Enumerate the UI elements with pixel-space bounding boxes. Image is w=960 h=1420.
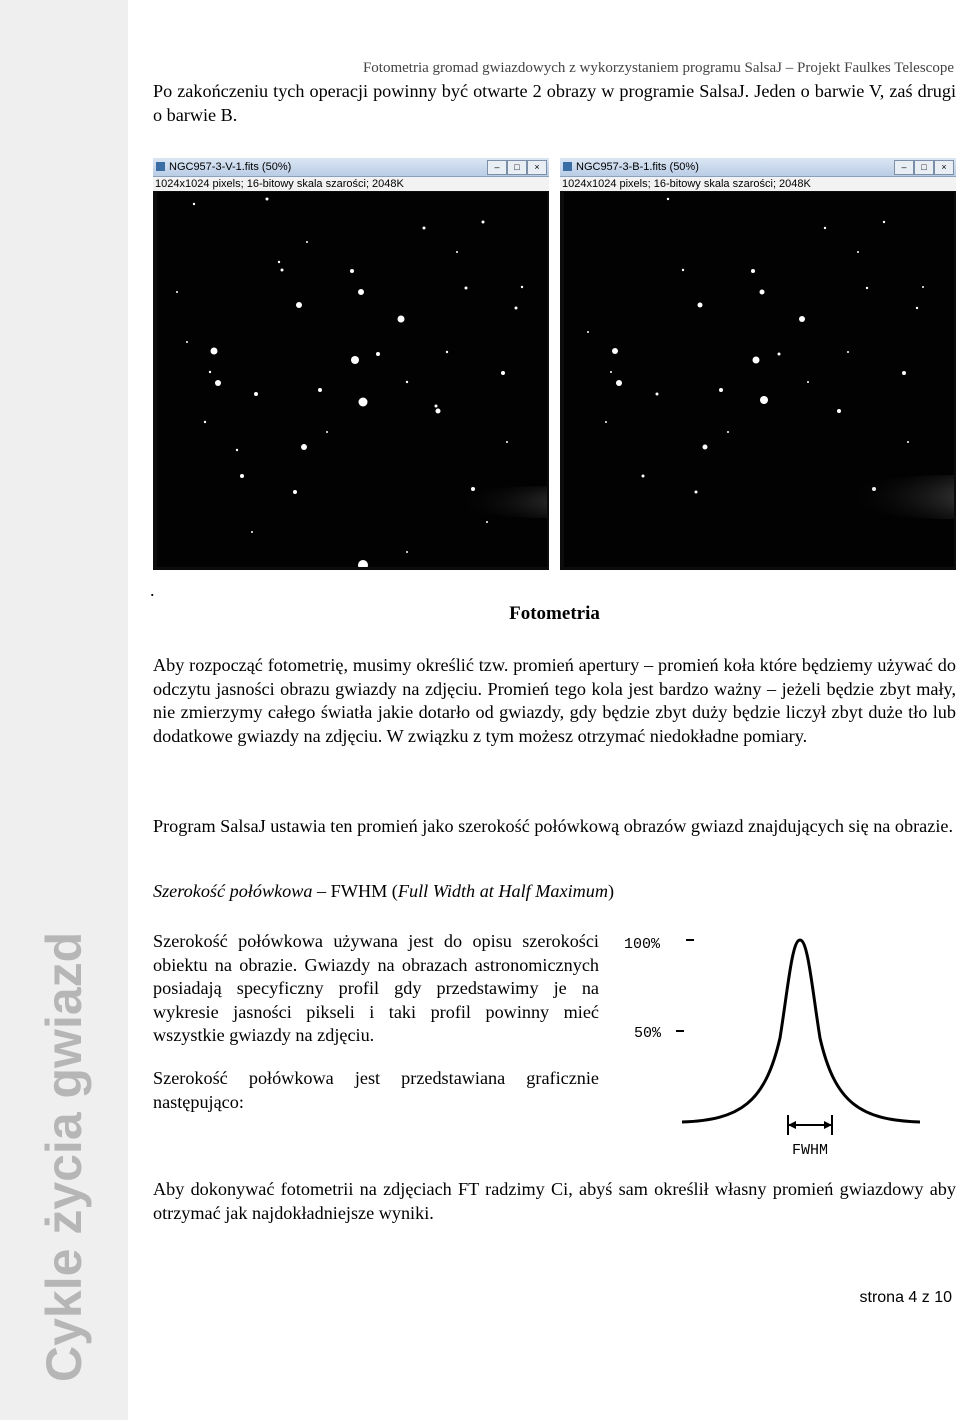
star-field-image[interactable] xyxy=(564,192,954,567)
fwhm-abbrev: – FWHM ( xyxy=(312,881,398,901)
image-window-v[interactable] xyxy=(153,158,549,570)
fwhm-close: ) xyxy=(608,881,615,901)
intro-paragraph: Po zakończeniu tych operacji powinny być otwarte 2 obrazy w programie SalsaJ. Jeden o barwie V, zaś drugi o barwie B. xyxy=(153,81,956,125)
app-icon xyxy=(563,162,572,171)
paragraph-advice: Aby dokonywać fotometrii na zdjęciach FT radzimy Ci, abyś sam określił własny promień gwiazdowy aby otrzymać jak najdokładniejsze wyniki. xyxy=(153,1179,956,1223)
close-icon[interactable]: × xyxy=(934,160,954,175)
label-50: 50% xyxy=(634,1025,662,1042)
label-fwhm: FWHM xyxy=(792,1142,829,1159)
paragraph-salsaj: Program SalsaJ ustawia ten promień jako szerokość połówkową obrazów gwiazd znajdujących się na obrazie. xyxy=(153,816,953,836)
image-info: 1024x1024 pixels; 16-bitowy skala szarości; 2048K xyxy=(153,177,549,191)
fwhm-full: Full Width at Half Maximum xyxy=(397,881,609,901)
screenshots xyxy=(153,158,956,570)
minimize-icon[interactable]: – xyxy=(487,160,507,175)
window-title: NGC957-3-V-1.fits (50%) xyxy=(169,161,292,173)
window-titlebar[interactable] xyxy=(560,158,956,177)
window-titlebar[interactable] xyxy=(153,158,549,177)
page-number: strona 4 z 10 xyxy=(859,1289,952,1306)
page-header: Fotometria gromad gwiazdowych z wykorzystaniem programu SalsaJ – Projekt Faulkes Telescope xyxy=(362,60,954,76)
paragraph-fwhm-desc: Szerokość połówkowa używana jest do opisu szerokości obiektu na obrazie. Gwiazdy na obrazach astronomicznych posiadają specyficzny profil gdy przedstawimy je na wykresie jasności pikseli i taki profil powinny mieć wszystkie gwiazdy na zdjęciu. xyxy=(153,931,599,1046)
image-window-b[interactable] xyxy=(560,158,956,570)
window-title: NGC957-3-B-1.fits (50%) xyxy=(576,161,699,173)
fwhm-curve xyxy=(682,940,920,1122)
star-field-image[interactable] xyxy=(157,192,547,567)
maximize-icon[interactable]: □ xyxy=(507,160,527,175)
label-100: 100% xyxy=(624,936,661,953)
maximize-icon[interactable]: □ xyxy=(914,160,934,175)
close-icon[interactable]: × xyxy=(527,160,547,175)
image-info: 1024x1024 pixels; 16-bitowy skala szarości; 2048K xyxy=(560,177,956,191)
fwhm-figure xyxy=(620,928,940,1163)
section-title: Fotometria xyxy=(509,603,600,624)
paragraph-fwhm-graphic: Szerokość połówkowa jest przedstawiana graficznie następująco: xyxy=(153,1068,599,1112)
paragraph-fwhm-heading xyxy=(153,880,956,904)
app-icon xyxy=(156,162,165,171)
dot-mark: . xyxy=(150,580,155,600)
sidebar-title: Cykle życia gwiazd xyxy=(36,931,92,1382)
sidebar xyxy=(0,0,128,1420)
minimize-icon[interactable]: – xyxy=(894,160,914,175)
paragraph-aperture: Aby rozpocząć fotometrię, musimy określić tzw. promień apertury – promień koła które będziemy używać do odczytu jasności obrazu gwiazdy na zdjęciu. Promień tego kola jest bardzo ważny – jeżeli będzie zbyt mały, nie zmierzymy całego światła jakie dotarło od gwiazdy, gdy będzie zbyt duży będzie liczył zbyt duże tło lub dodatkowe gwiazdy na zdjęciu. W związku z tym możesz otrzymać niedokładne pomiary. xyxy=(153,655,956,746)
fwhm-term: Szerokość połówkowa xyxy=(153,881,313,901)
